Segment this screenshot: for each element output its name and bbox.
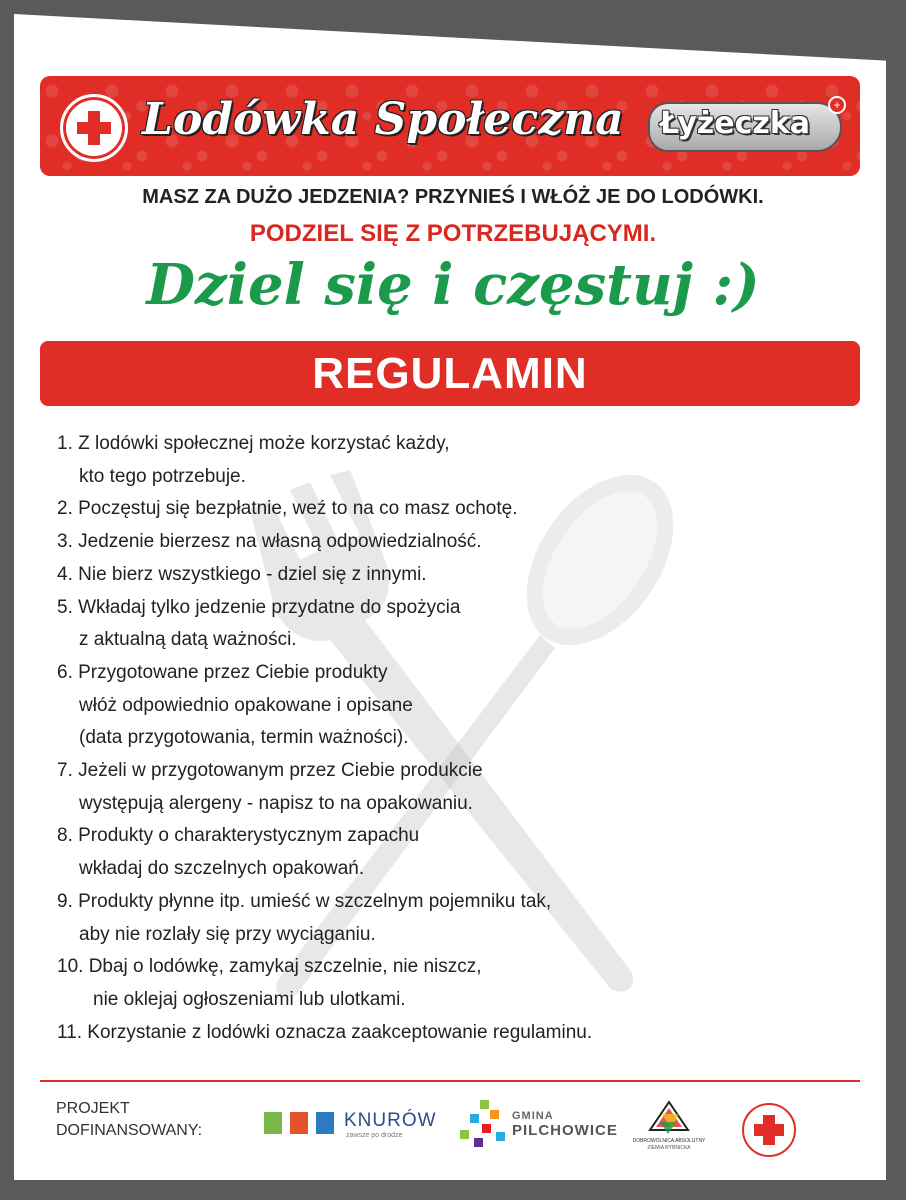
rule-item xyxy=(57,559,847,592)
spoon-logo xyxy=(648,98,842,152)
rule-text-continued: nie oklejaj ogłoszeniami lub ulotkami. xyxy=(93,988,406,1010)
rule-text-continued: włóż odpowiednio opakowane i opisane xyxy=(79,694,413,716)
knurow-tagline: zawsze po drodze xyxy=(346,1132,403,1139)
brand-name: Łyżeczka xyxy=(660,106,811,141)
rule-text: 7. Jeżeli w przygotowanym przez Ciebie produkcie xyxy=(57,760,483,782)
rule-text: 5. Wkładaj tylko jedzenie przydatne do spożycia xyxy=(57,596,461,618)
rule-item xyxy=(57,526,847,559)
rule-text-continued: występują alergeny - napisz to na opakowaniu. xyxy=(79,792,473,814)
gmina-mark-icon xyxy=(460,1100,508,1148)
intro-line-2: PODZIEL SIĘ Z POTRZEBUJĄCYMI. xyxy=(249,220,657,247)
rule-text-continued: z aktualną datą ważności. xyxy=(79,629,297,651)
knurow-block-orange xyxy=(290,1112,308,1134)
rule-item xyxy=(57,886,847,951)
volunteer-mark-icon xyxy=(632,1100,706,1138)
rule-text: 6. Przygotowane przez Ciebie produkty xyxy=(57,661,388,683)
rules-heading: REGULAMIN xyxy=(312,349,588,398)
rule-item xyxy=(57,592,847,657)
rule-item xyxy=(57,1017,847,1050)
rule-text: 8. Produkty o charakterystycznym zapachu xyxy=(57,825,420,847)
rule-item xyxy=(57,657,847,755)
rule-text: 3. Jedzenie bierzesz na własną odpowiedzialność. xyxy=(57,531,482,553)
rule-text-continued: aby nie rozlały się przy wyciąganiu. xyxy=(79,923,376,945)
volunteer-caption: DOBROWOLNICA ABSOLUTNY xyxy=(632,1138,706,1144)
rule-item xyxy=(57,428,847,493)
rule-text: 9. Produkty płynne itp. umieść w szczelnym pojemniku tak, xyxy=(57,890,552,912)
rule-text: 11. Korzystanie z lodówki oznacza zaakceptowanie regulaminu. xyxy=(57,1021,593,1043)
gmina-pilchowice-logo xyxy=(460,1100,618,1148)
rule-item xyxy=(57,820,847,885)
rule-text-continued: kto tego potrzebuje. xyxy=(79,465,246,487)
rule-item xyxy=(57,755,847,820)
knurow-block-green xyxy=(264,1112,282,1134)
volunteer-subcaption: ZIEMIA RYBNICKA xyxy=(647,1145,691,1151)
slogan: Dziel się i częstuj :) xyxy=(146,252,760,318)
gmina-name: PILCHOWICE xyxy=(512,1122,618,1139)
poster-title: Lodówka Społeczna xyxy=(142,94,624,145)
funding-label xyxy=(56,1098,202,1142)
rule-text-continued: wkładaj do szczelnych opakowań. xyxy=(79,858,365,880)
rules-heading-bar xyxy=(40,341,860,406)
rule-text: 4. Nie bierz wszystkiego - dziel się z innymi. xyxy=(57,563,427,585)
footer-divider xyxy=(40,1080,860,1082)
volunteer-logo xyxy=(632,1100,706,1152)
rule-text: 10. Dbaj o lodówkę, zamykaj szczelnie, nie niszcz, xyxy=(57,956,482,978)
plus-icon: + xyxy=(828,96,846,114)
gmina-word: GMINA xyxy=(512,1110,554,1122)
red-cross-icon xyxy=(60,94,128,162)
rules-list xyxy=(57,428,847,1049)
rule-item xyxy=(57,951,847,1016)
rule-text: 2. Poczęstuj się bezpłatnie, weź to na co masz ochotę. xyxy=(57,498,518,520)
knurow-block-blue xyxy=(316,1112,334,1134)
knurow-name: KNURÓW xyxy=(344,1110,437,1131)
intro-line-1: MASZ ZA DUŻO JEDZENIA? PRZYNIEŚ I WŁÓŻ JE DO LODÓWKI. xyxy=(142,186,764,208)
rule-text-continued: (data przygotowania, termin ważności). xyxy=(79,727,409,749)
rule-item xyxy=(57,493,847,526)
red-cross-icon xyxy=(742,1103,796,1157)
header-banner xyxy=(40,76,860,176)
funding-label-line-1: PROJEKT xyxy=(56,1100,130,1117)
funding-label-line-2: DOFINANSOWANY: xyxy=(56,1122,203,1139)
rule-text: 1. Z lodówki społecznej może korzystać każdy, xyxy=(57,433,450,454)
